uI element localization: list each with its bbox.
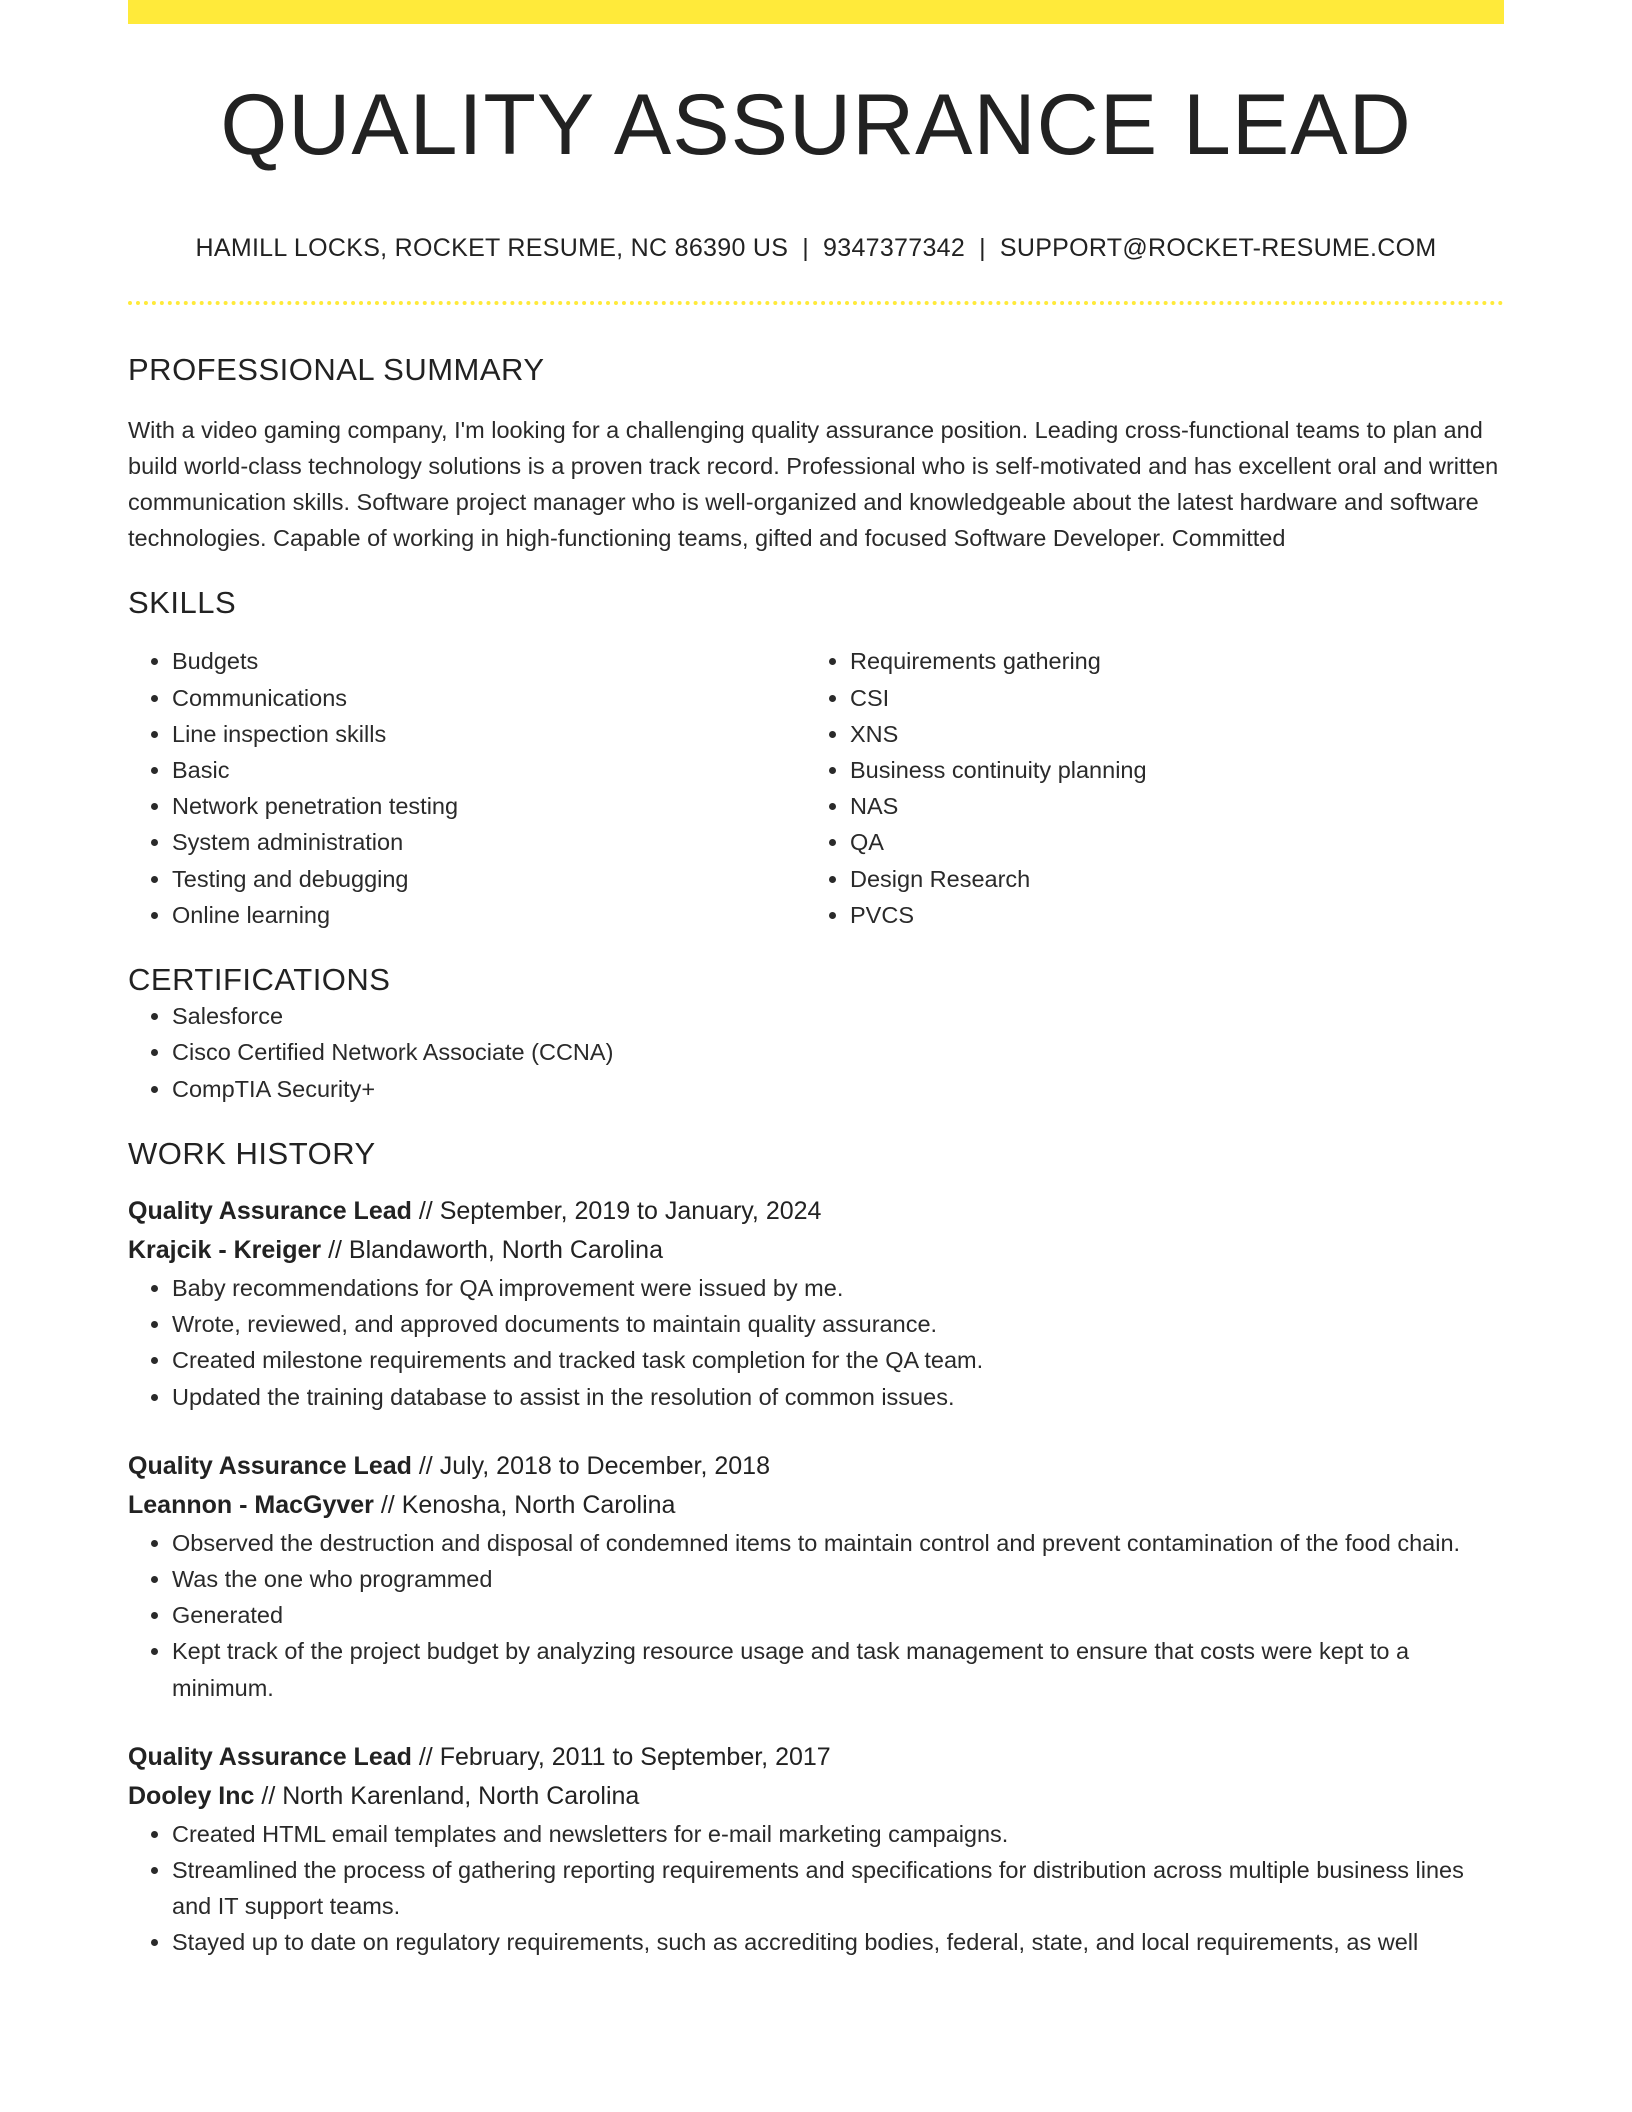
contact-line: [128, 234, 1504, 263]
job-dates: // February, 2011 to September, 2017: [411, 1742, 831, 1771]
job-dates: // September, 2019 to January, 2024: [411, 1196, 822, 1225]
job-bullet: • Created HTML email templates and newsletters for e-mail marketing campaigns.: [172, 1816, 1504, 1852]
skill-item: • NAS: [850, 788, 1484, 824]
job-entry: [128, 1192, 1504, 1415]
job-company-line: [128, 1486, 1504, 1525]
skill-item: • CSI: [850, 680, 1484, 716]
job-role-line: [128, 1738, 1504, 1777]
summary-text: With a video gaming company, I'm looking for a challenging quality assurance position. Leading cross-functional teams to plan and build world-class technology solutions is a proven track record. Professional who is self-motivated and has excellent oral and written communication skills. Software project manager who is well-organized and knowledgeable about the latest hardware and software technologies. Capable of working in high-functioning teams, gifted and focused Software Developer. Committed: [128, 417, 1499, 552]
job-bullet: • Observed the destruction and disposal of condemned items to maintain control and prevent contamination of the food chain.: [172, 1525, 1504, 1561]
job-company-line: [128, 1777, 1504, 1816]
job-role-line: [128, 1447, 1504, 1486]
contact-phone: 9347377342: [823, 234, 966, 262]
resume-page: [128, 0, 1504, 1961]
skill-item: • Network penetration testing: [172, 788, 806, 824]
certification-item: • Cisco Certified Network Associate (CCNA): [172, 1034, 1504, 1070]
skill-item: • Business continuity planning: [850, 752, 1484, 788]
skill-item: • Budgets: [172, 643, 806, 679]
job-role: Quality Assurance Lead: [128, 1451, 412, 1480]
contact-separator: |: [802, 234, 810, 262]
skills-column-right: [806, 643, 1484, 933]
job-company: Leannon - MacGyver: [128, 1490, 374, 1519]
job-role-line: [128, 1192, 1504, 1231]
certifications-heading: CERTIFICATIONS: [128, 962, 391, 997]
skill-item: • Online learning: [172, 897, 806, 933]
skills-column-left: [128, 643, 806, 933]
job-entry: [128, 1738, 1504, 1961]
contact-address: HAMILL LOCKS, ROCKET RESUME, NC 86390 US: [195, 234, 789, 262]
skills-list-right: [806, 643, 1484, 933]
job-location: // North Karenland, North Carolina: [254, 1781, 640, 1810]
work-history-heading: WORK HISTORY: [128, 1135, 376, 1171]
job-bullet: • Updated the training database to assist in the resolution of common issues.: [172, 1379, 1504, 1415]
skill-item: • XNS: [850, 716, 1484, 752]
skills-grid: [128, 643, 1504, 933]
contact-separator: |: [979, 234, 986, 262]
certifications-list: [128, 998, 1504, 1107]
contact-email: SUPPORT@ROCKET-RESUME.COM: [999, 234, 1437, 262]
skill-item: • Testing and debugging: [172, 861, 806, 897]
skill-item: • Design Research: [850, 861, 1484, 897]
job-bullet: • Kept track of the project budget by analyzing resource usage and task management to ensure that costs were kept to a minimum.: [172, 1633, 1504, 1705]
job-bullet-list: [128, 1270, 1504, 1415]
job-bullet: • Was the one who programmed: [172, 1561, 1504, 1597]
job-location: // Kenosha, North Carolina: [373, 1490, 676, 1519]
job-role: Quality Assurance Lead: [128, 1742, 412, 1771]
job-company-line: [128, 1231, 1504, 1270]
job-bullet: • Generated: [172, 1597, 1504, 1633]
skill-item: • PVCS: [850, 897, 1484, 933]
job-bullet-list: [128, 1816, 1504, 1961]
job-role: Quality Assurance Lead: [128, 1196, 412, 1225]
job-company: Dooley Inc: [128, 1781, 255, 1810]
job-bullet: • Streamlined the process of gathering reporting requirements and specifications for distribution across multiple business lines and IT support teams.: [172, 1852, 1504, 1924]
certification-item: • CompTIA Security+: [172, 1071, 1504, 1107]
job-bullet: • Baby recommendations for QA improvement were issued by me.: [172, 1270, 1504, 1306]
skills-list-left: [128, 643, 806, 933]
skill-item: • Requirements gathering: [850, 643, 1484, 679]
summary-heading: PROFESSIONAL SUMMARY: [128, 352, 545, 387]
skill-item: • Communications: [172, 680, 806, 716]
skill-item: • System administration: [172, 824, 806, 860]
skill-item: • Basic: [172, 752, 806, 788]
skill-item: • Line inspection skills: [172, 716, 806, 752]
job-dates: // July, 2018 to December, 2018: [411, 1451, 770, 1480]
job-bullet: • Created milestone requirements and tracked task completion for the QA team.: [172, 1342, 1504, 1378]
job-bullet: • Stayed up to date on regulatory requirements, such as accrediting bodies, federal, state, and local requirements, as well: [172, 1924, 1504, 1960]
resume-title: QUALITY ASSURANCE LEAD: [220, 77, 1412, 173]
skill-item: • QA: [850, 824, 1484, 860]
job-company: Krajcik - Kreiger: [128, 1235, 322, 1264]
job-bullet-list: [128, 1525, 1504, 1706]
job-bullet: • Wrote, reviewed, and approved documents to maintain quality assurance.: [172, 1306, 1504, 1342]
job-location: // Blandaworth, North Carolina: [321, 1235, 663, 1264]
job-entry: [128, 1447, 1504, 1706]
accent-top-bar: [128, 0, 1504, 24]
certification-item: • Salesforce: [172, 998, 1504, 1034]
dotted-divider: [128, 301, 1504, 305]
skills-heading: SKILLS: [128, 585, 237, 621]
